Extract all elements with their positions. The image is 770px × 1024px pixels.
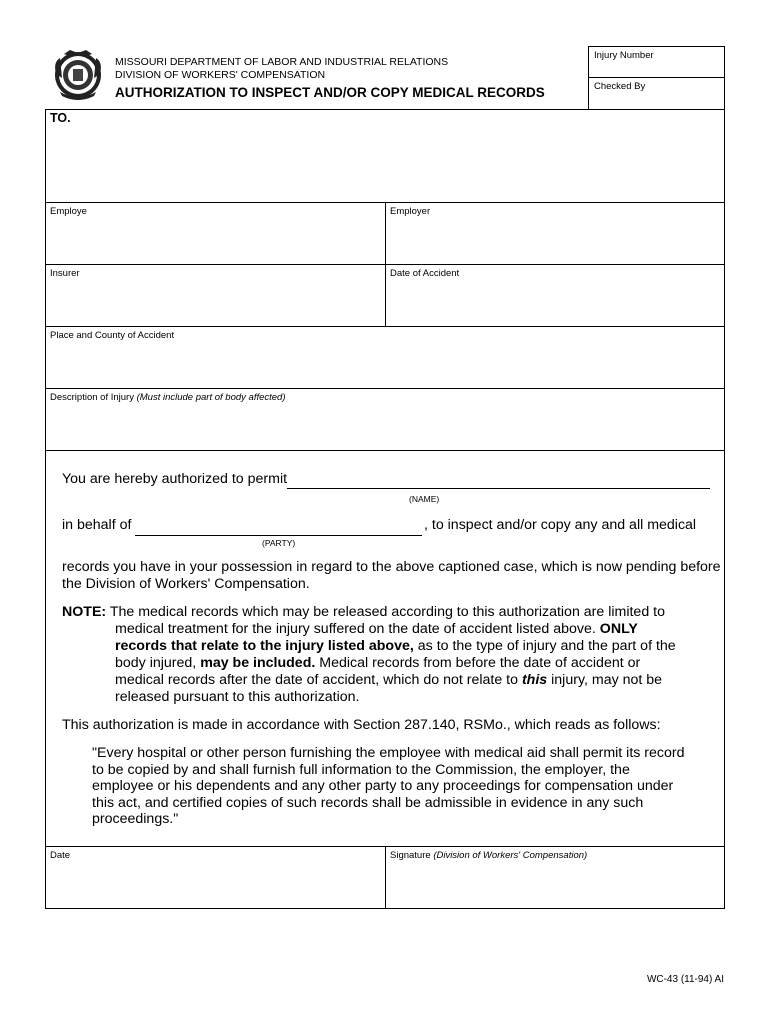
note-text-5b: this [521, 672, 548, 688]
insurer-label: Insurer [50, 268, 80, 279]
checked-by-label: Checked By [594, 81, 646, 92]
form-number: WC-43 (11-94) AI [646, 974, 724, 985]
quote-line-3: employee or his dependents and any other party to any proceedings for compensation under [92, 778, 674, 794]
note-text-3b: as to the type of injury and the part of the [417, 638, 676, 654]
employer-field[interactable] [386, 219, 724, 263]
note-line-4 [115, 655, 640, 672]
description-note: (Must include part of body affected) [136, 392, 286, 403]
behalf-suffix: , to inspect and/or copy any and all medical [424, 517, 697, 533]
signature-field[interactable] [386, 863, 724, 907]
description-label [50, 392, 286, 403]
employee-field[interactable] [46, 219, 384, 263]
records-line-1: records you have in your possession in regard to the above captioned case, which is now pending before [62, 559, 721, 575]
date-of-accident-field[interactable] [386, 281, 724, 325]
note-text-1: The medical records which may be released according to this authorization are limited to [109, 604, 665, 620]
records-line-2: the Division of Workers' Compensation. [62, 576, 310, 592]
place-county-field[interactable] [46, 343, 724, 387]
employee-label: Employe [50, 206, 87, 217]
description-label-text: Description of Injury [50, 392, 134, 403]
party-caption: (PARTY) [262, 538, 296, 548]
name-caption: (NAME) [409, 494, 440, 504]
note-line-6: released pursuant to this authorization. [115, 689, 360, 705]
quote-line-2: to be copied by and shall furnish full information to the Commission, the employer, the [92, 762, 630, 778]
signature-label-text: Signature [390, 850, 431, 861]
note-line-3 [115, 638, 676, 655]
party-field[interactable] [135, 517, 422, 535]
quote-line-4: this act, and certified copies of such records shall be admissible in evidence in any such [92, 795, 644, 811]
injury-number-field[interactable] [589, 62, 724, 77]
department-name: MISSOURI DEPARTMENT OF LABOR AND INDUSTRIAL RELATIONS [115, 56, 449, 68]
note-text-5c: injury, may not be [551, 672, 663, 688]
note-text-4a: body injured, [115, 655, 197, 671]
note-text-4c: Medical records from before the date of accident or [319, 655, 641, 671]
date-of-accident-label: Date of Accident [390, 268, 460, 279]
signature-label [390, 850, 587, 861]
note-text-2a: medical treatment for the injury suffered on the date of accident listed above. [115, 621, 596, 637]
quote-line-1: "Every hospital or other person furnishing the employee with medical aid shall permit its record [92, 745, 685, 761]
form-title: AUTHORIZATION TO INSPECT AND/OR COPY MEDICAL RECORDS [115, 85, 545, 100]
state-seal-graphic [50, 48, 106, 100]
division-name: DIVISION OF WORKERS' COMPENSATION [115, 69, 326, 81]
date-field[interactable] [46, 863, 384, 907]
checked-by-field[interactable] [589, 93, 724, 108]
note-line-1 [62, 604, 665, 621]
note-text-3a: records that relate to the injury listed above, [115, 638, 414, 654]
note-text-5a: medical records after the date of accident, which do not relate to [115, 672, 518, 688]
behalf-prefix: in behalf of [62, 517, 132, 533]
note-text-2b: ONLY [599, 621, 638, 637]
statute-line: This authorization is made in accordance with Section 287.140, RSMo., which reads as follows: [62, 717, 661, 733]
signature-note: (Division of Workers' Compensation) [433, 850, 588, 861]
description-field[interactable] [46, 405, 724, 449]
note-label: NOTE: [62, 604, 107, 620]
note-line-5 [115, 672, 662, 689]
quote-line-5: proceedings." [92, 811, 179, 827]
employer-label: Employer [390, 206, 431, 217]
insurer-field[interactable] [46, 281, 384, 325]
to-label: TO. [50, 111, 71, 125]
injury-number-label: Injury Number [594, 50, 654, 61]
to-field[interactable] [46, 128, 724, 202]
name-field[interactable] [287, 470, 710, 488]
date-label: Date [50, 850, 71, 861]
place-county-label: Place and County of Accident [50, 330, 175, 341]
note-line-2 [115, 621, 638, 638]
state-seal [50, 48, 106, 100]
note-text-4b: may be included. [200, 655, 316, 671]
authorize-line: You are hereby authorized to permit [62, 471, 288, 487]
